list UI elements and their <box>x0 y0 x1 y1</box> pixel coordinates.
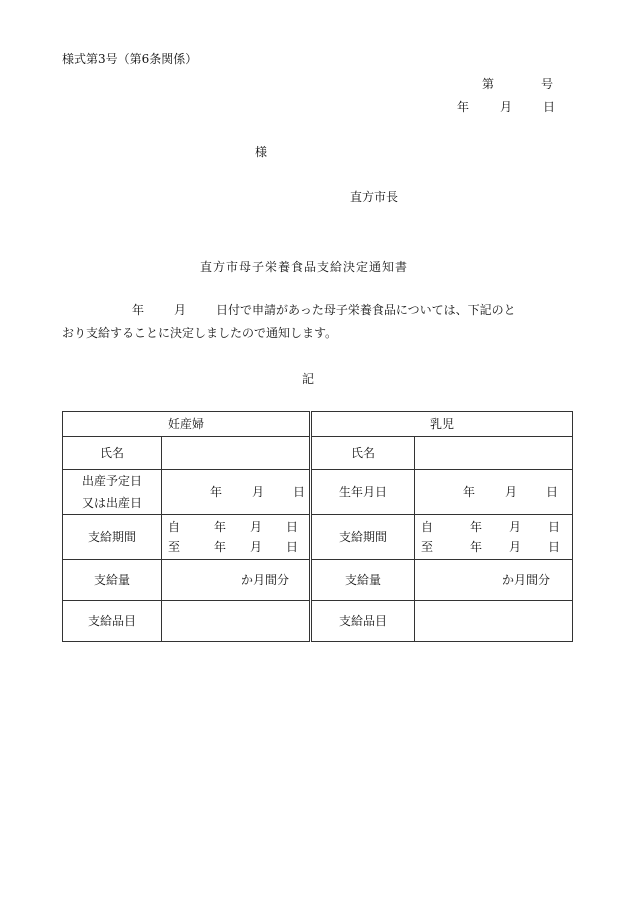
period-from: 自 <box>168 520 181 534</box>
body-year: 年 <box>132 303 145 317</box>
body-month: 月 <box>174 303 187 317</box>
number-prefix: 第 <box>482 77 495 91</box>
pregnant-amount-label: 支給量 <box>63 560 162 601</box>
due-date-value <box>162 470 311 515</box>
date-day: 日 <box>543 100 556 114</box>
due-day: 日 <box>293 485 306 499</box>
infant-header: 乳児 <box>311 412 573 437</box>
period-to-year: 年 <box>214 540 227 554</box>
pregnant-amount-value: か月間分 <box>162 560 311 601</box>
period-to-year: 年 <box>470 540 483 554</box>
due-label-line-1: 出産予定日 <box>81 474 142 488</box>
period-to: 至 <box>168 540 181 554</box>
due-label-line-2: 又は出産日 <box>81 496 142 510</box>
period-from-month: 月 <box>250 520 263 534</box>
date-year: 年 <box>457 100 470 114</box>
date-month: 月 <box>500 100 513 114</box>
period-from-year: 年 <box>214 520 227 534</box>
infant-name-label: 氏名 <box>311 437 415 470</box>
birth-month: 月 <box>505 485 518 499</box>
document-title: 直方市母子栄養食品支給決定通知書 <box>200 260 409 274</box>
period-from-day: 日 <box>286 520 299 534</box>
body-line1-rest: 日付で申請があった母子栄養食品については、下記のと <box>216 303 516 317</box>
infant-items-label: 支給品目 <box>311 601 415 642</box>
infant-period-label: 支給期間 <box>311 515 415 560</box>
due-month: 月 <box>252 485 265 499</box>
birth-year: 年 <box>463 485 476 499</box>
pregnant-name-value <box>162 437 311 470</box>
number-suffix: 号 <box>541 77 554 91</box>
infant-name-value <box>415 437 573 470</box>
birth-date-value <box>415 470 573 515</box>
pregnant-period-label: 支給期間 <box>63 515 162 560</box>
due-year: 年 <box>210 485 223 499</box>
form-number: 様式第3号（第6条関係） <box>62 52 198 66</box>
period-from-year: 年 <box>470 520 483 534</box>
table-row <box>63 412 573 437</box>
infant-period-value <box>415 515 573 560</box>
period-to-month: 月 <box>509 540 522 554</box>
issuer: 直方市長 <box>350 190 399 204</box>
pregnant-items-label: 支給品目 <box>63 601 162 642</box>
period-to-day: 日 <box>548 540 561 554</box>
period-from-day: 日 <box>548 520 561 534</box>
table-row <box>63 437 573 470</box>
period-from: 自 <box>421 520 434 534</box>
addressee-honorific: 様 <box>255 145 268 159</box>
period-to-day: 日 <box>286 540 299 554</box>
table-row <box>63 601 573 642</box>
birth-date-label: 生年月日 <box>311 470 415 515</box>
period-from-month: 月 <box>509 520 522 534</box>
pregnant-header: 妊産婦 <box>63 412 311 437</box>
pregnant-period-value <box>162 515 311 560</box>
body-line-2: おり支給することに決定しましたので通知します。 <box>62 326 338 340</box>
birth-day: 日 <box>546 485 559 499</box>
table-row <box>63 560 573 601</box>
period-to-month: 月 <box>250 540 263 554</box>
infant-amount-label: 支給量 <box>311 560 415 601</box>
pregnant-name-label: 氏名 <box>63 437 162 470</box>
due-date-label <box>63 470 162 515</box>
table-row <box>63 470 573 515</box>
pregnant-items-value <box>162 601 311 642</box>
infant-amount-value: か月間分 <box>415 560 573 601</box>
decision-table <box>62 411 573 642</box>
table-row <box>63 515 573 560</box>
infant-items-value <box>415 601 573 642</box>
ki-mark: 記 <box>302 372 315 386</box>
period-to: 至 <box>421 540 434 554</box>
